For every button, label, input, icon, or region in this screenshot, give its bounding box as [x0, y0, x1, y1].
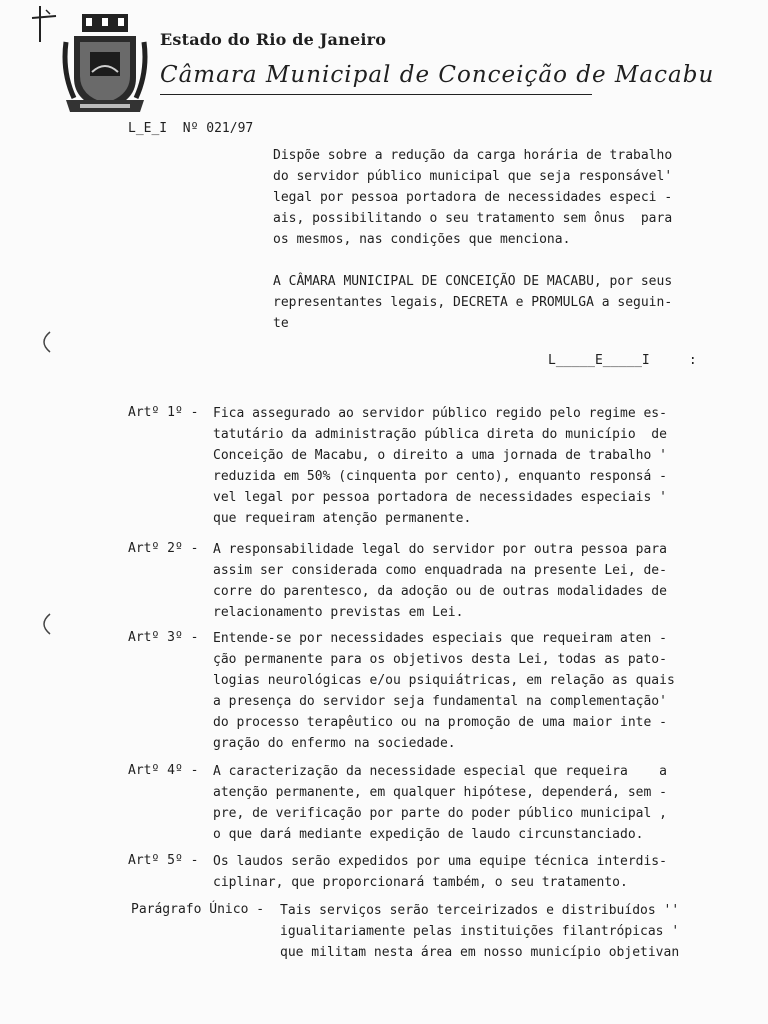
article-line: vel legal por pessoa portadora de necessidades especiais ' — [213, 490, 667, 505]
preamble — [273, 271, 672, 334]
lei-heading: L_____E_____I : — [548, 353, 697, 368]
article-line: Entende-se por necessidades especiais que requeiram aten - — [213, 631, 667, 646]
paragraph-line: Tais serviços serão terceirizados e distribuídos '' — [280, 903, 680, 918]
article-line: que requeiram atenção permanente. — [213, 511, 472, 526]
article-line: tatutário da administração pública direta do município de — [213, 427, 667, 442]
article-4-body — [213, 761, 667, 845]
margin-mark-icon — [36, 612, 52, 636]
summary-line: os mesmos, nas condições que menciona. — [273, 232, 571, 247]
paragraph-line: igualitariamente pelas instituições filantrópicas ' — [280, 924, 680, 939]
article-line: Conceição de Macabu, o direito a uma jornada de trabalho ' — [213, 448, 667, 463]
paragraph-unico-body — [280, 900, 679, 963]
article-line: Os laudos serão expedidos por uma equipe técnica interdis- — [213, 854, 667, 869]
article-1-label: Artº 1º - — [128, 405, 199, 420]
preamble-line: te — [273, 316, 289, 331]
margin-mark-icon — [36, 330, 52, 354]
article-2-body — [213, 539, 667, 623]
article-line: a presença do servidor seja fundamental na complementação' — [213, 694, 667, 709]
law-number: L_E_I Nº 021/97 — [128, 121, 254, 136]
article-line: Fica assegurado ao servidor público regido pelo regime es- — [213, 406, 667, 421]
article-line: ciplinar, que proporcionará também, o seu tratamento. — [213, 875, 628, 890]
article-line: reduzida em 50% (cinquenta por cento), enquanto responsá - — [213, 469, 667, 484]
header-rule — [160, 94, 592, 95]
article-line: assim ser considerada como enquadrada na presente Lei, de- — [213, 563, 667, 578]
article-2-label: Artº 2º - — [128, 541, 199, 556]
article-line: gração do enfermo na sociedade. — [213, 736, 456, 751]
article-line: A responsabilidade legal do servidor por outra pessoa para — [213, 542, 667, 557]
article-line: atenção permanente, em qualquer hipótese, dependerá, sem - — [213, 785, 667, 800]
summary-line: legal por pessoa portadora de necessidades especi - — [273, 190, 673, 205]
article-line: relacionamento previstas em Lei. — [213, 605, 464, 620]
coat-of-arms-icon — [60, 12, 150, 116]
article-1-body — [213, 403, 667, 529]
article-line: ção permanente para os objetivos desta Lei, todas as pato- — [213, 652, 667, 667]
article-line: o que dará mediante expedição de laudo circunstanciado. — [213, 827, 644, 842]
paragraph-unico-label: Parágrafo Único - — [131, 902, 265, 917]
article-3-body — [213, 628, 675, 754]
law-summary — [273, 145, 672, 250]
summary-line: ais, possibilitando o seu tratamento sem ônus para — [273, 211, 673, 226]
preamble-line: representantes legais, DECRETA e PROMULGA a seguin- — [273, 295, 673, 310]
article-5-body — [213, 851, 667, 893]
preamble-line: A CÂMARA MUNICIPAL DE CONCEIÇÃO DE MACABU, por seus — [273, 274, 673, 289]
paragraph-line: que militam nesta área em nosso município objetivan — [280, 945, 680, 960]
article-4-label: Artº 4º - — [128, 763, 199, 778]
article-line: pre, de verificação por parte do poder público municipal , — [213, 806, 667, 821]
state-name: Estado do Rio de Janeiro — [160, 30, 387, 49]
article-line: corre do parentesco, da adoção ou de outras modalidades de — [213, 584, 667, 599]
article-line: A caracterização da necessidade especial que requeira a — [213, 764, 667, 779]
article-line: do processo terapêutico ou na promoção de uma maior inte - — [213, 715, 667, 730]
article-5-label: Artº 5º - — [128, 853, 199, 868]
summary-line: Dispõe sobre a redução da carga horária de trabalho — [273, 148, 673, 163]
article-line: logias neurológicas e/ou psiquiátricas, em relação as quais — [213, 673, 675, 688]
chamber-name: Câmara Municipal de Conceição de Macabu — [160, 62, 715, 88]
article-3-label: Artº 3º - — [128, 630, 199, 645]
summary-line: do servidor público municipal que seja responsável' — [273, 169, 673, 184]
